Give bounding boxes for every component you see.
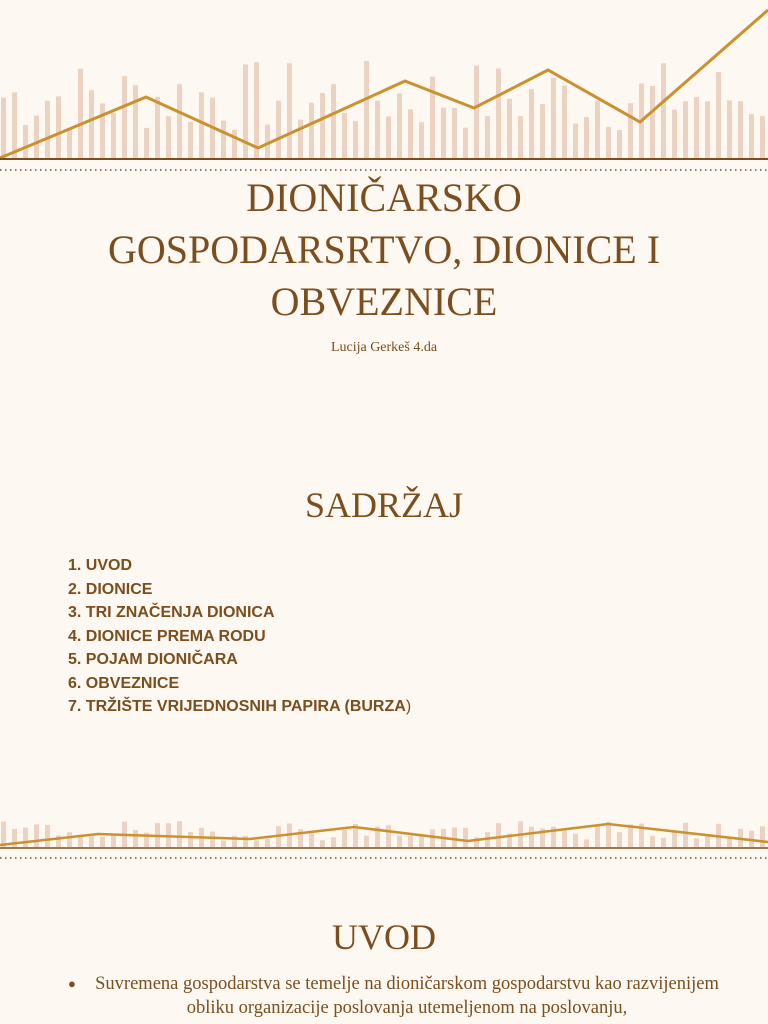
- decorative-bar: [485, 116, 490, 158]
- decorative-bar: [584, 117, 589, 158]
- decorative-bar: [463, 828, 468, 847]
- decorative-bar: [23, 125, 28, 158]
- decorative-bar: [474, 65, 479, 158]
- decorative-bar: [661, 838, 666, 847]
- decorative-bar: [408, 836, 413, 847]
- decorative-bar: [650, 836, 655, 847]
- decorative-bar: [210, 831, 215, 847]
- decorative-bar: [529, 89, 534, 158]
- decorative-bar: [749, 114, 754, 158]
- decorative-bar: [595, 826, 600, 847]
- decorative-bar: [661, 63, 666, 158]
- title-line: DIONIČARSKO: [246, 175, 522, 220]
- decorative-bar: [617, 130, 622, 158]
- decorative-bar: [529, 827, 534, 847]
- decorative-bar: [463, 128, 468, 158]
- decorative-bar: [452, 108, 457, 158]
- decorative-chart-top: [0, 0, 768, 172]
- decorative-bar: [243, 836, 248, 847]
- decorative-bar: [221, 840, 226, 847]
- toc-item-text: 7. TRŽIŠTE VRIJEDNOSNIH PAPIRA (BURZA: [68, 698, 406, 715]
- document-title: [0, 172, 768, 328]
- decorative-bar: [584, 839, 589, 847]
- intro-heading: UVOD: [332, 917, 436, 957]
- decorative-bar: [331, 837, 336, 847]
- decorative-bar: [705, 835, 710, 847]
- decorative-bar: [672, 110, 677, 158]
- decorative-bar: [265, 839, 270, 847]
- decorative-bar: [34, 116, 39, 158]
- decorative-bar: [672, 831, 677, 847]
- toc-item: 6. OBVEZNICE: [68, 674, 180, 692]
- decorative-chart-middle: [0, 810, 768, 862]
- contents-heading: SADRŽAJ: [304, 485, 464, 525]
- decorative-bar: [353, 121, 358, 158]
- decorative-bar: [100, 837, 105, 847]
- intro-text: Suvremena gospodarstva se temelje na dioničarskom gospodarstvu kao razvijenijem obliku organizacije poslovanja utemeljenom na poslovanju,: [95, 974, 719, 1018]
- decorative-bar: [441, 108, 446, 158]
- decorative-bar: [89, 836, 94, 847]
- decorative-bar: [89, 90, 94, 158]
- decorative-bar: [45, 101, 50, 158]
- decorative-bar: [364, 836, 369, 847]
- decorative-bar: [23, 828, 28, 847]
- decorative-bar: [309, 833, 314, 847]
- decorative-bar: [331, 84, 336, 158]
- decorative-bar: [320, 840, 325, 847]
- toc-item: 3. TRI ZNAČENJA DIONICA: [68, 604, 275, 621]
- decorative-bar: [78, 69, 83, 158]
- toc-item: 4. DIONICE PREMA RODU: [68, 627, 266, 645]
- bullet-icon: ●: [68, 976, 76, 991]
- intro-paragraph: [68, 972, 734, 1020]
- author-line: Lucija Gerkeš 4.da: [330, 340, 438, 355]
- decorative-bar: [452, 828, 457, 847]
- decorative-bar: [551, 78, 556, 158]
- decorative-bar: [496, 69, 501, 158]
- decorative-bar: [232, 130, 237, 158]
- decorative-bar: [67, 832, 72, 847]
- decorative-bar: [34, 824, 39, 847]
- decorative-bar: [309, 103, 314, 158]
- decorative-bar: [364, 61, 369, 158]
- toc-item-suffix: ): [405, 698, 412, 715]
- decorative-bar: [254, 62, 259, 158]
- decorative-bar: [683, 823, 688, 847]
- title-line: OBVEZNICE: [270, 279, 498, 324]
- decorative-bar: [562, 86, 567, 158]
- decorative-bar: [177, 821, 182, 847]
- title-line: GOSPODARSRTVO, DIONICE I: [107, 227, 661, 272]
- decorative-bar: [606, 822, 611, 847]
- decorative-bar: [111, 113, 116, 158]
- decorative-bar: [419, 836, 424, 847]
- decorative-bar: [760, 116, 765, 158]
- decorative-bar: [386, 116, 391, 158]
- decorative-bar: [397, 93, 402, 158]
- decorative-bar: [221, 121, 226, 158]
- decorative-bar: [628, 103, 633, 158]
- decorative-bar: [518, 116, 523, 158]
- decorative-bar: [419, 122, 424, 158]
- toc-item: 2. DIONICE: [68, 580, 153, 598]
- decorative-bar: [397, 836, 402, 847]
- decorative-bar: [67, 128, 72, 158]
- decorative-bar: [606, 127, 611, 158]
- decorative-bar: [12, 92, 17, 158]
- decorative-bar: [507, 99, 512, 158]
- decorative-bar: [430, 829, 435, 847]
- decorative-bar: [100, 103, 105, 158]
- toc-item: [68, 695, 411, 719]
- decorative-bar: [188, 832, 193, 847]
- decorative-bar: [650, 86, 655, 158]
- decorative-bar: [430, 77, 435, 158]
- decorative-bar: [595, 100, 600, 158]
- decorative-bar: [375, 101, 380, 158]
- decorative-bar: [199, 92, 204, 158]
- toc-item: 5. POJAM DIONIČARA: [68, 651, 238, 668]
- decorative-bar: [760, 826, 765, 847]
- toc-item: 1. UVOD: [68, 557, 133, 574]
- decorative-bar: [78, 836, 83, 847]
- decorative-bar: [188, 122, 193, 158]
- decorative-bar: [694, 838, 699, 847]
- decorative-bar: [276, 101, 281, 158]
- decorative-bar: [133, 830, 138, 847]
- decorative-bar: [573, 834, 578, 847]
- decorative-bar: [111, 835, 116, 847]
- decorative-bar: [298, 120, 303, 158]
- decorative-bar: [562, 830, 567, 847]
- decorative-bar: [254, 840, 259, 847]
- decorative-bar: [540, 104, 545, 158]
- decorative-bar: [683, 101, 688, 158]
- decorative-bar: [166, 116, 171, 158]
- decorative-bar: [45, 825, 50, 847]
- decorative-bar: [716, 72, 721, 158]
- decorative-bar: [342, 113, 347, 158]
- decorative-bar: [705, 101, 710, 158]
- decorative-bar: [694, 97, 699, 158]
- decorative-bar: [122, 76, 127, 158]
- table-of-contents: [68, 554, 411, 719]
- decorative-bar: [408, 109, 413, 158]
- decorative-bar: [155, 97, 160, 158]
- decorative-bar: [573, 124, 578, 158]
- decorative-bar: [496, 823, 501, 847]
- decorative-bar: [177, 84, 182, 158]
- decorative-bar: [1, 97, 6, 158]
- decorative-bar: [133, 85, 138, 158]
- decorative-bar: [342, 830, 347, 847]
- decorative-bar: [617, 832, 622, 847]
- decorative-bar: [738, 101, 743, 158]
- decorative-bar: [727, 100, 732, 158]
- decorative-bar: [386, 825, 391, 847]
- decorative-bar: [320, 93, 325, 158]
- decorative-bar: [144, 128, 149, 158]
- decorative-bar: [56, 96, 61, 158]
- decorative-bar: [287, 63, 292, 158]
